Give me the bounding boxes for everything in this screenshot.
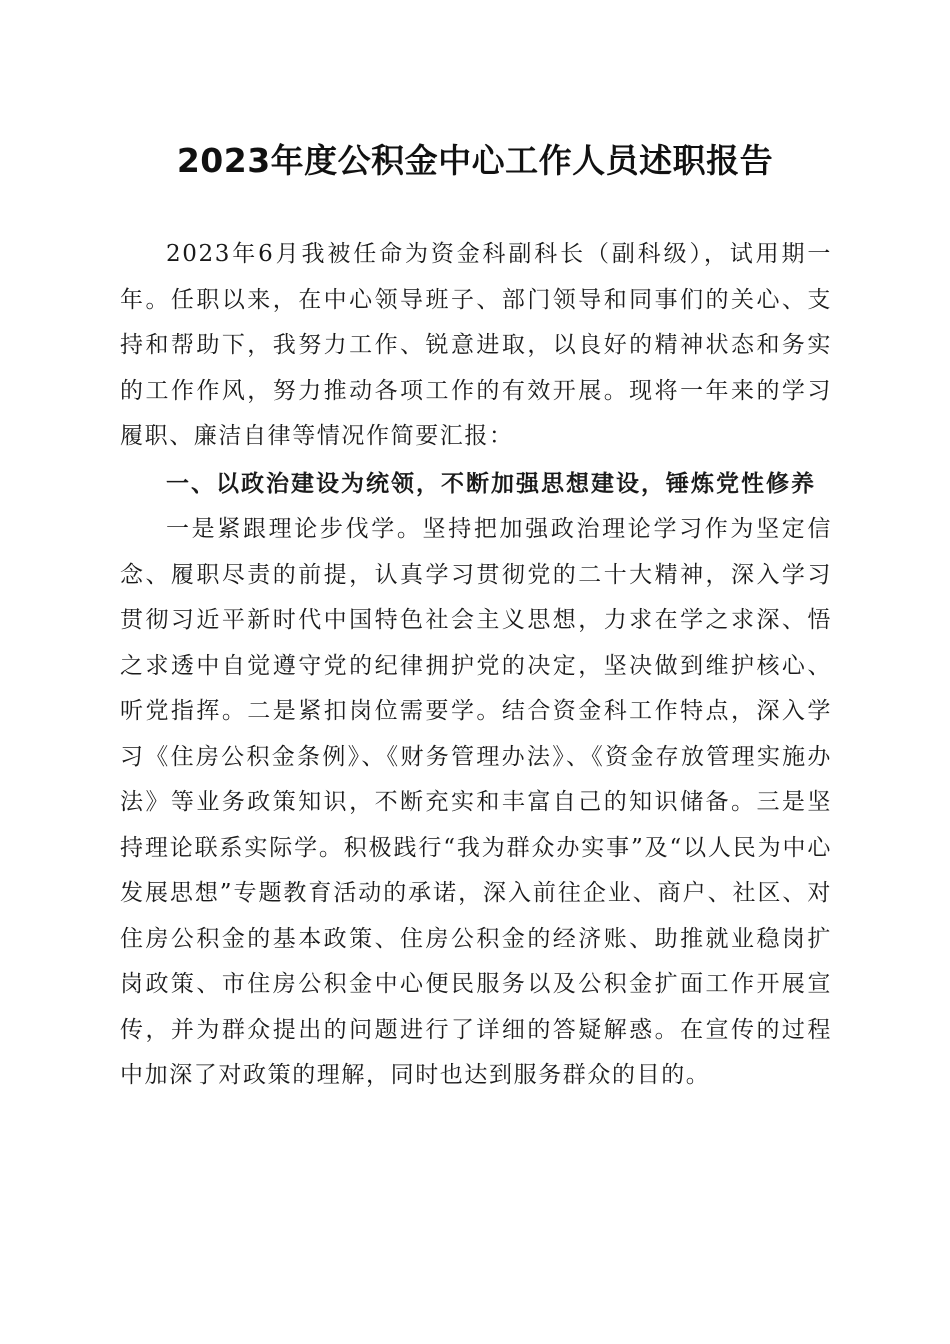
document-title: 2023年度公积金中心工作人员述职报告: [176, 141, 774, 180]
section-heading-1: 一、以政治建设为统领，不断加强思想建设，锤炼党性修养: [166, 470, 816, 497]
intro-paragraph: 2023年6月我被任命为资金科副科长（副科级），试用期一年。任职以来，在中心领导班子、部门领导和同事们的关心、支持和帮助下，我努力工作、锐意进取，以良好的精神状态和务实的工作作风，努力推动各项工作的有效开展。现将一年来的学习履职、廉洁自律等情况作简要汇报：: [120, 241, 832, 449]
section-1-paragraph: 一是紧跟理论步伐学。坚持把加强政治理论学习作为坚定信念、履职尽责的前提，认真学习贯彻党的二十大精神，深入学习贯彻习近平新时代中国特色社会主义思想，力求在学之求深、悟之求透中自觉遵守党的纪律拥护党的决定，坚决做到维护核心、听党指挥。二是紧扣岗位需要学。结合资金科工作特点，深入学习《住房公积金条例》、《财务管理办法》、《资金存放管理实施办法》等业务政策知识，不断充实和丰富自己的知识储备。三是坚持理论联系实际学。积极践行“我为群众办实事”及“以人民为中心发展思想”专题教育活动的承诺，深入前往企业、商户、社区、对住房公积金的基本政策、住房公积金的经济账、助推就业稳岗扩岗政策、市住房公积金中心便民服务以及公积金扩面工作开展宣传，并为群众提出的问题进行了详细的答疑解惑。在宣传的过程中加深了对政策的理解，同时也达到服务群众的目的。: [120, 516, 832, 1088]
document-body: [120, 232, 832, 1099]
